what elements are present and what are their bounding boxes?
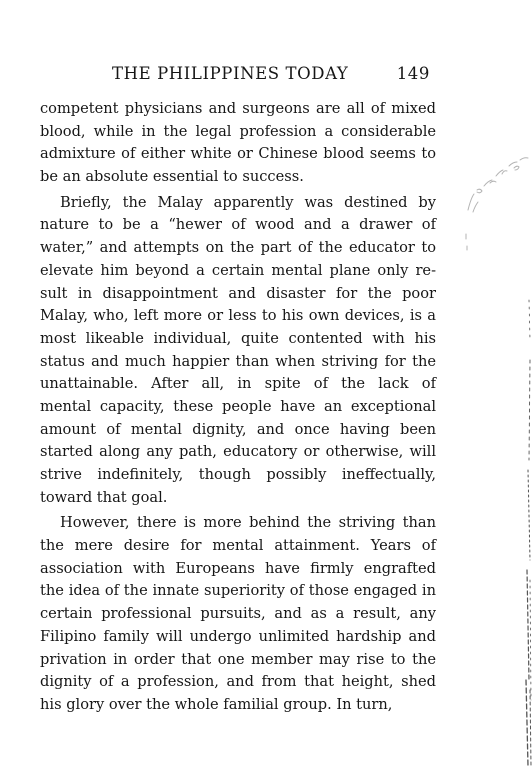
page-edge-shadow <box>518 0 532 766</box>
text-line: association with Europeans have firmly engrafted <box>40 559 436 577</box>
text-line: the mere desire for mental attainment. Years of <box>40 537 436 555</box>
text-line: be an absolute essential to success. <box>40 168 304 186</box>
text-line: amount of mental dignity, and once having been <box>40 420 436 438</box>
text-line: his glory over the whole familial group. In turn, <box>40 695 393 713</box>
text-line: water,” and attempts on the part of the educator to <box>40 239 436 257</box>
text-line: started along any path, educatory or otherwise, will <box>40 443 436 461</box>
text-line: dignity of a profession, and from that height, shed <box>40 673 436 691</box>
text-line: sult in disappointment and disaster for the poor <box>40 284 436 302</box>
paragraph <box>40 192 436 510</box>
text-line: status and much happier than when striving for the <box>40 352 436 370</box>
text-line: competent physicians and surgeons are all of mixed <box>40 100 436 117</box>
paragraph <box>40 512 436 716</box>
text-line: Briefly, the Malay apparently was destined by <box>60 193 436 211</box>
text-line: nature to be a “hewer of wood and a drawer of <box>40 216 436 234</box>
text-line: However, there is more behind the striving than <box>60 514 436 532</box>
text-line: the idea of the innate superiority of those engaged in <box>40 582 436 600</box>
text-line: blood, while in the legal profession a considerable <box>40 122 436 140</box>
text-line: certain professional pursuits, and as a result, any <box>40 605 436 623</box>
running-title: THE PHILIPPINES TODAY <box>112 64 349 83</box>
text-line: admixture of either white or Chinese blood seems to <box>40 145 436 163</box>
page-number: 149 <box>396 64 430 83</box>
text-line: Malay, who, left more or less to his own devices, is a <box>40 307 436 325</box>
text-line: toward that goal. <box>40 488 168 506</box>
running-head <box>112 64 432 86</box>
paragraph <box>40 98 436 189</box>
body-text <box>40 98 436 717</box>
text-line: mental capacity, these people have an exceptional <box>40 397 436 415</box>
text-line: elevate him beyond a certain mental plane only re- <box>40 261 436 279</box>
text-line: strive indefinitely, though possibly ineffectually, <box>40 466 436 483</box>
text-line: most likeable individual, quite contented with his <box>40 329 436 347</box>
text-line: Filipino family will undergo unlimited hardship and <box>40 627 436 645</box>
text-line: unattainable. After all, in spite of the lack of <box>40 375 436 393</box>
text-line: privation in order that one member may rise to the <box>40 650 436 668</box>
